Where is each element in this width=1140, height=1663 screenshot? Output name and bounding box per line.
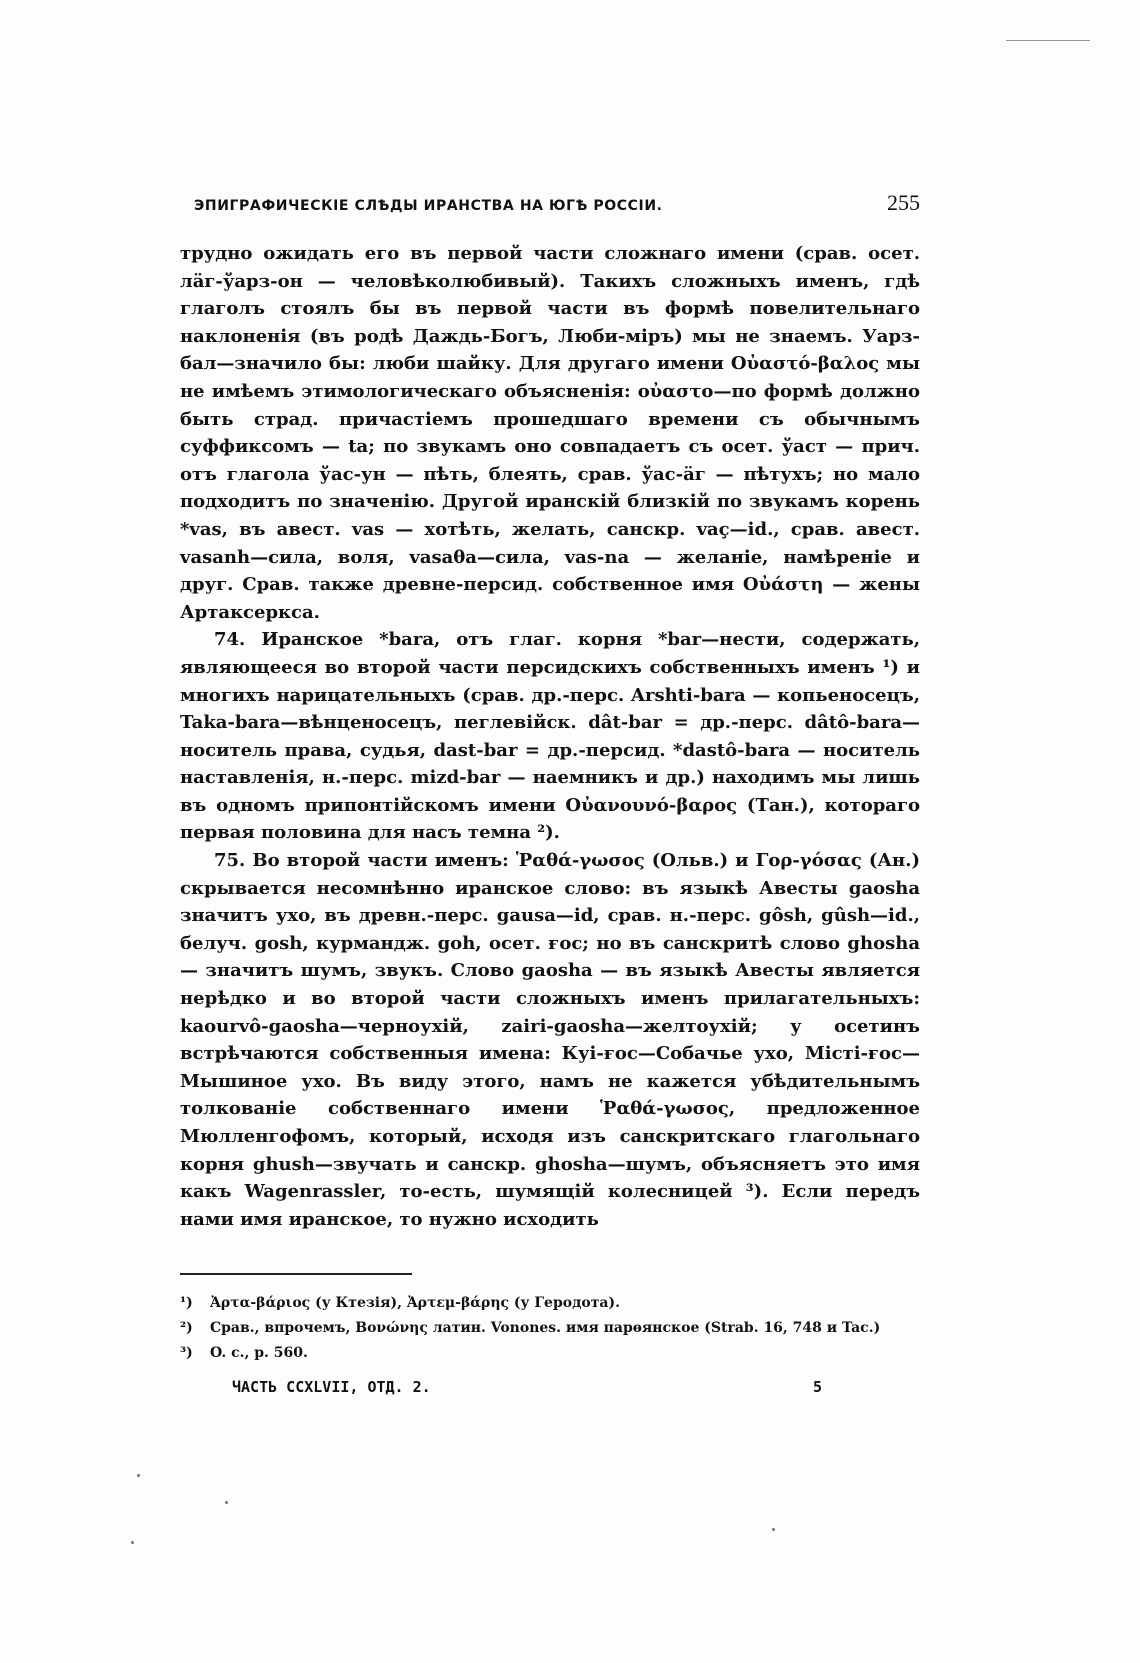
signature-sheet: ЧАСТЬ CCXLVII, ОТД. 2.: [232, 1378, 431, 1397]
footnote-3: [180, 1341, 920, 1366]
book-page: [180, 190, 920, 1396]
running-title: ЭПИГРАФИЧЕСКІЕ СЛѢДЫ ИРАНСТВА НА ЮГѢ РОССІИ.: [194, 198, 663, 214]
footnote-1: [180, 1291, 920, 1316]
scan-speck: [225, 1501, 228, 1504]
footnote-mark: ²): [180, 1320, 193, 1337]
footnote-text: O. c., p. 560.: [210, 1345, 308, 1362]
running-head: [180, 190, 920, 216]
footnote-text: Ἀρτα-βάριος (у Ктезія), Ἀρτεμ-βάρης (у Геродота).: [210, 1295, 621, 1312]
scan-speck: [137, 1474, 140, 1477]
signature-number: 5: [812, 1378, 822, 1397]
paragraph-74: 74. Иранское *bara, отъ глаг. корня *bar—нести, содержать, являющееся во второй части персидскихъ собственныхъ именъ ¹) и многихъ нарицательныхъ (срав. др.-перс. Arshti-bara — копьеносецъ, Taka-bara—вѣнценосецъ, пеглевійск. dât-bar = др.-перс. dâtô-bara— носитель права, судья, dast-bar = др.-персид. *dastô-bara — носитель наставленія, н.-перс. mizd-bar — наемникъ и др.) находимъ мы лишь въ одномъ припонтійскомъ имени Οὐανουνό-βαρος (Тан.), котораго первая половина для насъ темна ²).: [180, 629, 920, 844]
body-text: [180, 240, 920, 1233]
paragraph-75: 75. Во второй части именъ: Ῥαθά-γωσος (Ольв.) и Γορ-γόσας (Ан.) скрывается несомнѣнно иранское слово: въ языкѣ Авесты gaosha значитъ ухо, въ древн.-перс. gausa—id, срав. н.-перс. gôsh, gûsh—id., белуч. gosh, курмандж. goh, осет. ғос; но въ санскритѣ слово ghosha — значитъ шумъ, звукъ. Слово gaosha — въ языкѣ Авесты является нерѣдко и во второй части сложныхъ именъ прилагательныхъ: kaourvô-gaosha—черноухій, zairi-gaosha—желтоухій; у осетинъ встрѣчаются собственныя имена: Куі-ғос—Собачье ухо, Місті-ғос—Мышиное ухо. Въ виду этого, намъ не кажется убѣдительнымъ толкованіе собственнаго имени Ῥαθά-γωσος, предложенное Мюлленгофомъ, который, исходя изъ санскритскаго глагольнаго корня ghush—звучать и санскр. ghosha—шумъ, объясняетъ это имя какъ Wagenrassler, то-есть, шумящій колесницей ³). Если передъ нами имя иранское, то нужно исходить: [180, 850, 920, 1230]
footnote-text: Срав., впрочемъ, Βονώνης латин. Vonones. имя парѳянское (Strab. 16, 748 и Tac.): [210, 1320, 881, 1337]
footnote-2: [180, 1316, 920, 1341]
footnote-mark: ³): [180, 1345, 193, 1362]
scan-speck: [131, 1541, 134, 1544]
footnote-mark: ¹): [180, 1295, 193, 1312]
footnote-rule: [180, 1273, 412, 1275]
scan-mark-line: [1006, 40, 1090, 41]
paragraph-continuation: трудно ожидать его въ первой части сложнаго имени (срав. осет. лäг-ўарз-он — человѣколюбивый). Такихъ сложныхъ именъ, гдѣ глаголъ стоялъ бы въ первой части въ формѣ повелительнаго наклоненія (въ родѣ Даждь-Богъ, Люби-міръ) мы не знаемъ. Уарз-бал—значило бы: люби шайку. Для другаго имени Οὐαστό-βαλος мы не имѣемъ этимологическаго объясненія: οὐαστο—по формѣ должно быть страд. причастіемъ прошедшаго времени съ обычнымъ суффиксомъ — ta; по звукамъ оно совпадаетъ съ осет. ўаст — прич. отъ глагола ўас-ун — пѣть, блеять, срав. ўас-äг — пѣтухъ; но мало подходитъ по значенію. Другой иранскій близкій по звукамъ корень *vas, въ авест. vas — хотѣть, желать, санскр. vaç—id., срав. авест. vasanh—сила, воля, vasaθa—сила, vas-na — желаніе, намѣреніе и друг. Срав. также древне-персид. собственное имя Οὐάστη — жены Артаксеркса.: [180, 243, 920, 623]
signature-line: [180, 1378, 920, 1396]
footnotes: [180, 1291, 920, 1366]
page-number: 255: [887, 190, 920, 215]
scan-speck: [772, 1528, 775, 1531]
